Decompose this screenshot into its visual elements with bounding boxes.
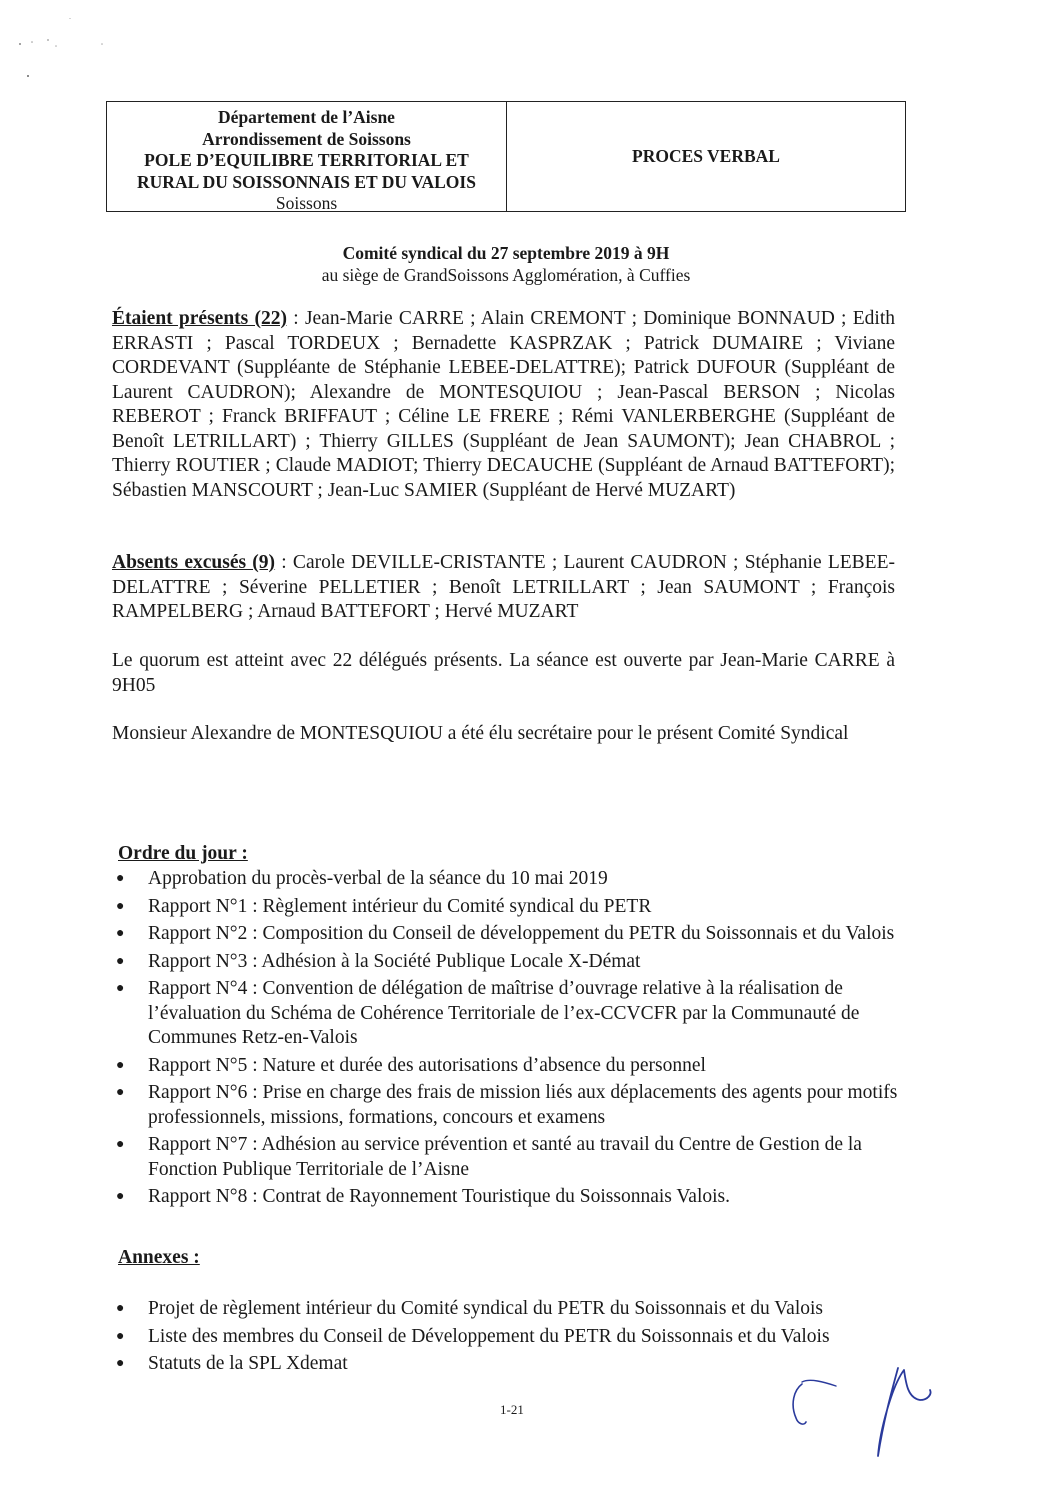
- absents-paragraph: [112, 551, 895, 625]
- agenda-item: [112, 867, 912, 892]
- agenda-item-text: Rapport N°8 : Contrat de Rayonnement Touristique du Soissonnais Valois.: [148, 1186, 731, 1207]
- agenda-item-text: Rapport N°4 : Convention de délégation de maîtrise d’ouvrage relative à la réalisation de l’évaluation du Schéma de Cohérence Territoriale de l’ex-CCVCFR par la Communauté de Communes Retz-en-Valois: [148, 978, 860, 1048]
- agenda-list: [112, 867, 912, 1213]
- annex-item-text: Statuts de la SPL Xdemat: [148, 1353, 348, 1374]
- secretary-paragraph: Monsieur Alexandre de MONTESQUIOU a été élu secrétaire pour le présent Comité Syndical: [112, 723, 849, 744]
- page-number: 1-21: [500, 1402, 524, 1417]
- annex-item-text: Liste des membres du Conseil de Développement du PETR du Soissonnais et du Valois: [148, 1325, 830, 1347]
- meeting-info: [106, 242, 906, 286]
- bullet-icon: ●: [116, 1137, 125, 1152]
- header-pole-line2: RURAL DU SOISSONNAIS ET DU VALOIS: [137, 171, 476, 192]
- header-pole-line1: POLE D’EQUILIBRE TERRITORIAL ET: [144, 150, 469, 170]
- agenda-item-text: Rapport N°6 : Prise en charge des frais de mission liés aux déplacements des agents pour motifs professionnels, missions, formations, concours et examens: [148, 1082, 898, 1128]
- agenda-item: [112, 1054, 912, 1079]
- header-table: [106, 101, 906, 212]
- agenda-item: [112, 950, 912, 975]
- presents-paragraph: [112, 307, 895, 503]
- bullet-icon: ●: [116, 981, 125, 996]
- absents-list: : Carole DEVILLE-CRISTANTE ; Laurent CAUDRON ; Stéphanie LEBEE-DELATTRE ; Séverine PELLETIER ; Benoît LETRILLART ; Jean SAUMONT ; François RAMPELBERG ; Arnaud BATTEFORT ; Hervé MUZART: [112, 552, 895, 622]
- annex-item: [112, 1297, 912, 1322]
- bullet-icon: ●: [116, 926, 125, 941]
- bullet-icon: ●: [116, 1085, 125, 1100]
- annexes-title: Annexes :: [118, 1247, 200, 1268]
- agenda-item: [112, 1133, 912, 1182]
- agenda-item: [112, 1185, 912, 1210]
- bullet-icon: ●: [116, 1189, 125, 1204]
- bullet-icon: ●: [116, 1301, 125, 1316]
- bullet-icon: ●: [116, 898, 125, 914]
- agenda-item: [112, 922, 912, 947]
- agenda-item: [112, 895, 912, 920]
- agenda-item-text: Rapport N°1 : Règlement intérieur du Comité syndical du PETR: [148, 895, 652, 917]
- meeting-location: au siège de GrandSoissons Agglomération, à Cuffies: [321, 265, 691, 285]
- header-organization: [107, 102, 507, 211]
- absents-label: Absents excusés (9): [112, 552, 276, 573]
- header-department: Département de l’Aisne: [218, 107, 395, 127]
- quorum-paragraph: Le quorum est atteint avec 22 délégués présents. La séance est ouverte par Jean-Marie CARRE à 9H05: [112, 650, 895, 696]
- agenda-item-text: Rapport N°2 : Composition du Conseil de développement du PETR du Soissonnais et du Valois: [148, 923, 895, 944]
- meeting-title: Comité syndical du 27 septembre 2019 à 9H: [342, 243, 670, 263]
- agenda-item-text: Rapport N°5 : Nature et durée des autorisations d’absence du personnel: [148, 1054, 706, 1076]
- scan-artifact: [14, 18, 114, 88]
- presents-list: : Jean-Marie CARRE ; Alain CREMONT ; Dominique BONNAUD ; Edith ERRASTI ; Pascal TORDEUX ; Bernadette KASPRZAK ; Patrick DUMAIRE ; Viviane CORDEVANT (Suppléante de Stéphanie LEBEE-DELATTRE); Patrick DUFOUR (Suppléant de Laurent CAUDRON); Alexandre de MONTESQUIOU ; Jean-Pascal BERSON ; Nicolas REBEROT ; Franck BRIFFAUT ; Céline LE FRERE ; Rémi VANLERBERGHE (Suppléant de Benoît LETRILLART) ; Thierry GILLES (Suppléant de Jean SAUMONT); Jean CHABROL ; Thierry ROUTIER ; Claude MADIOT; Thierry DECAUCHE (Suppléant de Arnaud BATTEFORT); Sébastien MANSCOURT ; Jean-Luc SAMIER (Suppléant de Hervé MUZART): [112, 308, 895, 501]
- annex-item: [112, 1325, 912, 1350]
- bullet-icon: ●: [116, 953, 125, 969]
- agenda-title: Ordre du jour :: [118, 843, 248, 864]
- annex-item-text: Projet de règlement intérieur du Comité syndical du PETR du Soissonnais et du Valois: [148, 1298, 824, 1319]
- bullet-icon: ●: [116, 1328, 125, 1344]
- header-city: Soissons: [275, 193, 338, 213]
- bullet-icon: ●: [116, 871, 125, 886]
- header-doc-type: PROCES VERBAL: [632, 146, 780, 166]
- handwritten-initials-signature: [780, 1360, 980, 1470]
- presents-label: Étaient présents (22): [112, 308, 287, 329]
- agenda-item: [112, 1081, 912, 1130]
- bullet-icon: ●: [116, 1057, 125, 1073]
- agenda-item: [112, 977, 912, 1051]
- header-arrondissement: Arrondissement de Soissons: [202, 128, 411, 149]
- agenda-item-text: Rapport N°3 : Adhésion à la Société Publique Locale X-Démat: [148, 950, 641, 972]
- bullet-icon: ●: [116, 1356, 125, 1371]
- agenda-item-text: Approbation du procès-verbal de la séance du 10 mai 2019: [148, 868, 608, 889]
- agenda-item-text: Rapport N°7 : Adhésion au service prévention et santé au travail du Centre de Gestion de la Fonction Publique Territoriale de l’Aisne: [148, 1134, 862, 1180]
